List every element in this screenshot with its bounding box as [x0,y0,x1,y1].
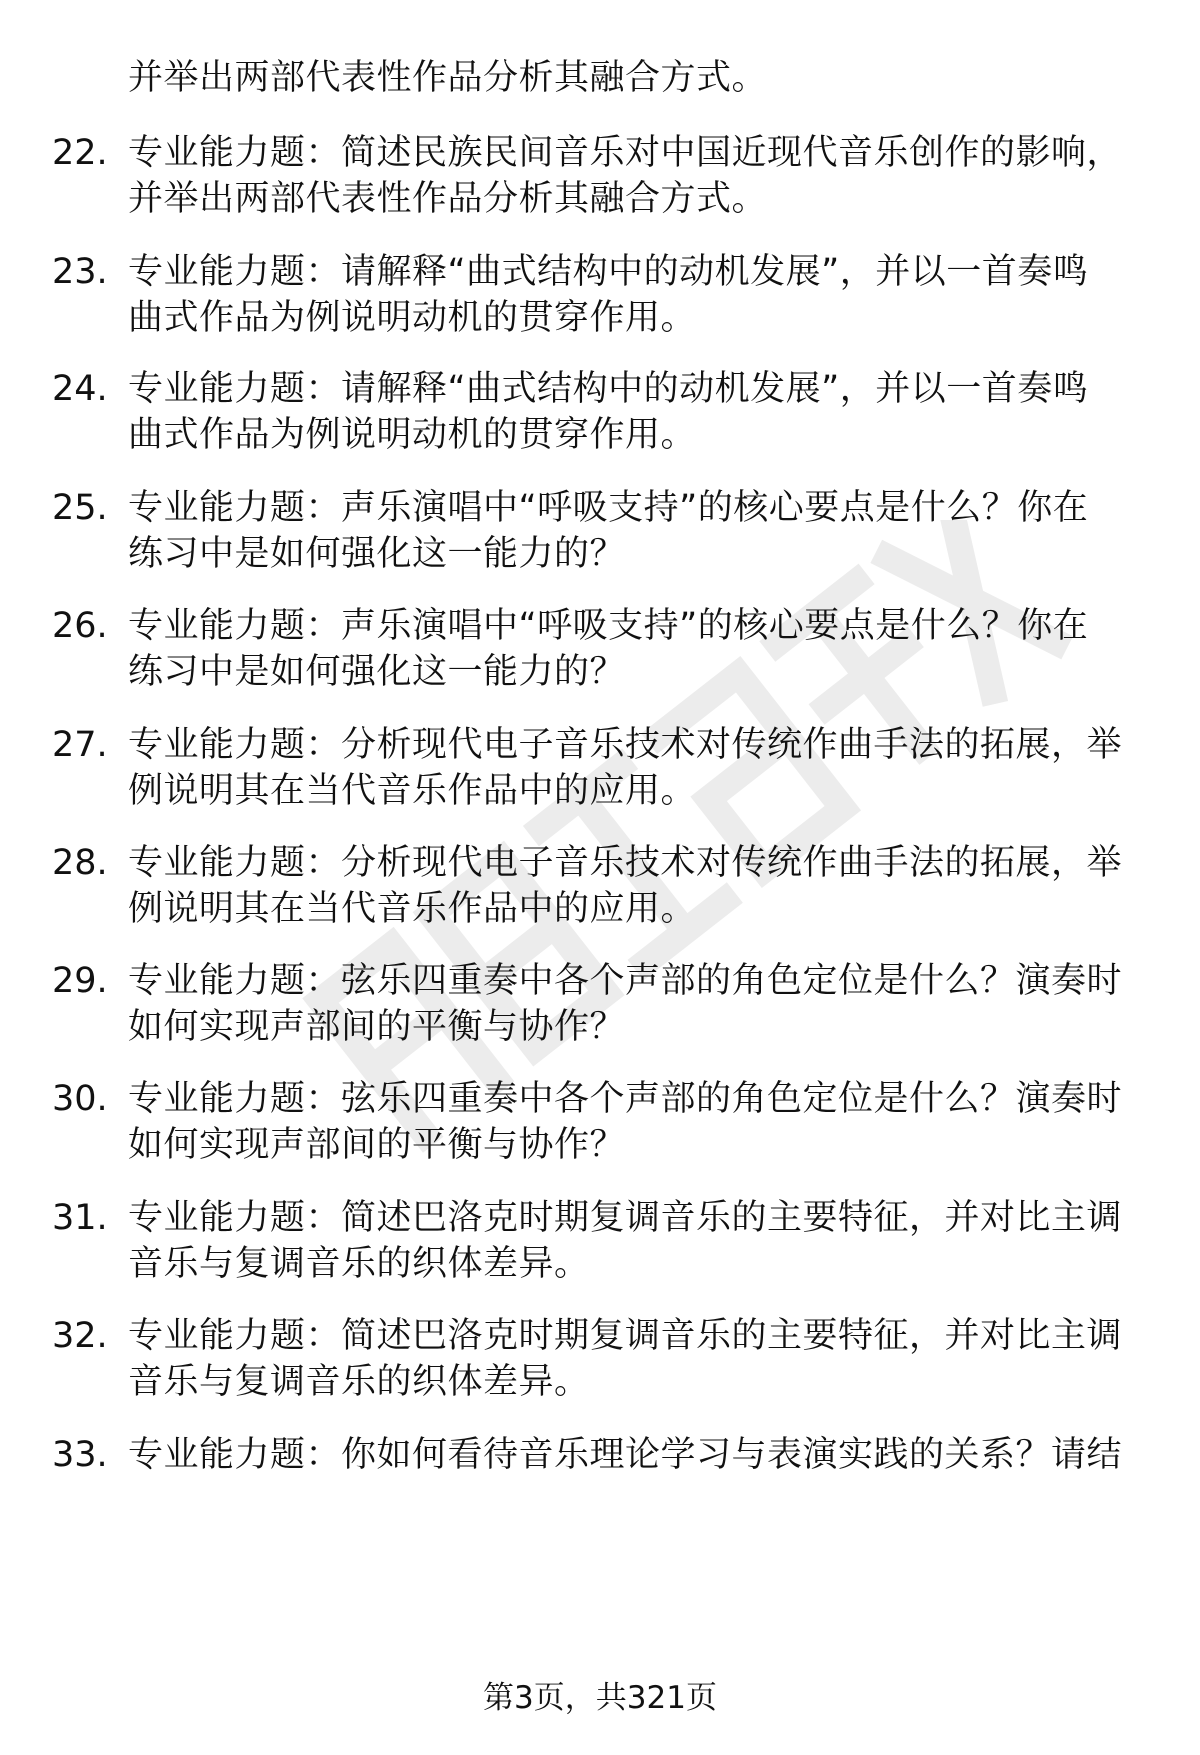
question-line: 专业能力题：请解释“曲式结构中的动机发展”，并以一首奏鸣 [128,252,1089,292]
question-line: 曲式作品为例说明动机的贯穿作用。 [128,415,697,455]
question-line: 练习中是如何强化这一能力的？ [128,652,626,692]
question-number: 30. [52,1079,108,1119]
question-number: 26. [52,606,108,646]
question-number: 25. [52,488,108,528]
question-line: 专业能力题：声乐演唱中“呼吸支持”的核心要点是什么？你在 [128,606,1089,646]
question-line: 例说明其在当代音乐作品中的应用。 [128,889,697,929]
question-line: 音乐与复调音乐的织体差异。 [128,1362,590,1402]
continuation-text: 并举出两部代表性作品分析其融合方式。 [128,58,768,98]
question-line: 并举出两部代表性作品分析其融合方式。 [128,179,768,219]
question-line: 专业能力题：分析现代电子音乐技术对传统作曲手法的拓展，举 [128,843,1123,883]
question-line: 专业能力题：分析现代电子音乐技术对传统作曲手法的拓展，举 [128,725,1123,765]
question-number: 23. [52,252,108,292]
question-line: 专业能力题：简述民族民间音乐对中国近现代音乐创作的影响， [128,133,1123,173]
question-line: 专业能力题：你如何看待音乐理论学习与表演实践的关系？请结 [128,1435,1123,1475]
question-number: 28. [52,843,108,883]
question-line: 例说明其在当代音乐作品中的应用。 [128,771,697,811]
question-number: 31. [52,1198,108,1238]
question-line: 专业能力题：简述巴洛克时期复调音乐的主要特征，并对比主调 [128,1316,1123,1356]
question-line: 专业能力题：弦乐四重奏中各个声部的角色定位是什么？演奏时 [128,961,1123,1001]
question-line: 专业能力题：简述巴洛克时期复调音乐的主要特征，并对比主调 [128,1198,1123,1238]
question-line: 专业能力题：弦乐四重奏中各个声部的角色定位是什么？演奏时 [128,1079,1123,1119]
question-number: 24. [52,369,108,409]
question-number: 29. [52,961,108,1001]
page-footer: 第3页，共321页 [483,1680,717,1716]
question-number: 22. [52,133,108,173]
question-line: 如何实现声部间的平衡与协作？ [128,1007,626,1047]
question-line: 练习中是如何强化这一能力的？ [128,534,626,574]
question-number: 27. [52,725,108,765]
question-line: 如何实现声部间的平衡与协作？ [128,1125,626,1165]
question-number: 33. [52,1435,108,1475]
question-line: 专业能力题：请解释“曲式结构中的动机发展”，并以一首奏鸣 [128,369,1089,409]
question-line: 专业能力题：声乐演唱中“呼吸支持”的核心要点是什么？你在 [128,488,1089,528]
question-line: 音乐与复调音乐的织体差异。 [128,1244,590,1284]
question-line: 曲式作品为例说明动机的贯穿作用。 [128,298,697,338]
question-number: 32. [52,1316,108,1356]
